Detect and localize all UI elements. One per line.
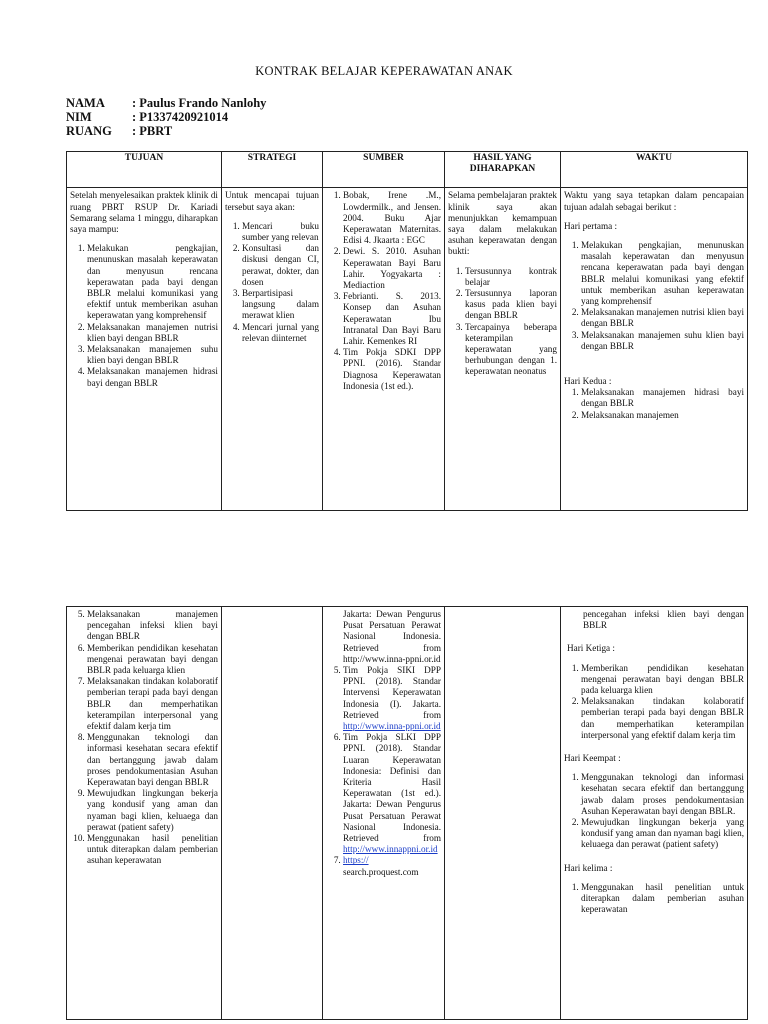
nama-label: NAMA [66,96,105,110]
list-item: 2. Dewi. S. 2010. Asuhan Keperawatan Bayi Baru Lahir. Yogyakarta : Mediaction [343,246,441,291]
list-item: 3. Berpartisipasi langsung dalam merawat klien [242,288,319,322]
list-item: 1. Memberikan pendidikan kesehatan mengenai perawatan bayi dengan BBLR pada keluarga klien [581,663,744,697]
learning-contract-table-page2 [66,606,748,1020]
header-waktu: WAKTU [561,152,748,188]
list-item: 3. Febrianti. S. 2013. Konsep dan Asuhan Keperawatan Ibu Intranatal Dan Bayi Baru Lahir. Kemenkes RI [343,291,441,347]
list-item: 3. Melaksanakan manajemen suhu klien bayi dengan BBLR [87,344,218,366]
ruang-label: RUANG [66,124,112,138]
header-hasil: HASIL YANG DIHARAPKAN [445,152,561,188]
list-item: 1. Menggunakan hasil penelitian untuk diterapkan dalam pemberian asuhan keperawatan [581,882,744,916]
sumber-cont: Jakarta: Dewan Pengurus Pusat Persatuan Perawat Nasional Indonesia. Retrieved from http://www.inna-ppni.or.id [343,609,441,664]
strategi-cell [222,607,323,1020]
header-strategi: STRATEGI [222,152,323,188]
hasil-list [448,266,557,378]
list-item: 2. Melaksanakan manajemen nutrisi klien bayi dengan BBLR [87,322,218,344]
list-item: 8. Menggunakan teknologi dan informasi kesehatan secara efektif dan bertanggung jawab dalam proses pendokumentasian Asuhan Keperawatan bayi dengan BBLR [87,732,218,788]
tujuan-list-cont [70,609,218,867]
table-header-row [67,152,748,188]
hari-kedua-label: Hari Kedua : [564,376,612,387]
sumber-cell [323,188,445,511]
hari-kelima-list [564,882,744,916]
sumber-7-link[interactable]: https:// [343,855,369,866]
hari-kelima-label: Hari kelima : [564,862,613,873]
header-tujuan: TUJUAN [67,152,222,188]
hari-kedua-list [564,387,744,421]
list-item: 3. Melaksanakan manajemen suhu klien bayi dengan BBLR [581,330,744,352]
learning-contract-table-page1 [66,151,748,511]
hari-keempat-list [564,772,744,850]
hari-pertama-list [564,240,744,352]
list-item: 1. Melakukan pengkajian, menunuskan masalah keperawatan dan menyusun rencana keperawatan pada bayi dengan BBLR melalui komunikasi yang efektif untuk memberikan asuhan keperawatan yang komprehensif [87,243,218,321]
sumber-list-cont [326,665,441,878]
document-title: KONTRAK BELAJAR KEPERAWATAN ANAK [255,64,513,78]
hari-pertama-label: Hari pertama : [564,220,618,231]
waktu-cell [561,607,748,1020]
tujuan-list [70,243,218,389]
list-item: 2. Melaksanakan tindakan kolaboratif pemberian terapi pada bayi dengan BBLR dan memperhatikan keterampilan interpersonal yang efektif dalam kerja tim [581,696,744,741]
list-item: 10. Menggunakan hasil penelitian untuk diterapkan dalam pemberian asuhan keperawatan [87,833,218,867]
nim-label: NIM [66,110,92,124]
list-item: 4. Tim Pokja SDKI DPP PPNI. (2016). Standar Diagnosa Keperawatan Indonesia (1st ed.). [343,347,441,392]
list-item: 1. Menggunakan teknologi dan informasi kesehatan secara efektif dan bertanggung jawab dalam proses pendokumentasian Asuhan Keperawatan bayi dengan BBLR. [581,772,744,817]
sumber-5-link[interactable]: http://www.inna-ppni.or.id [343,721,441,732]
sumber-6-text: Tim Pokja SLKI DPP PPNI. (2018). Standar Luaran Keperawatan Indonesia: Definisi dan Kriteria Hasil Keperawatan (1st ed.). Jakarta: Dewan Pengurus Pusat Persatuan Perawat Nasional Indonesia. Retrieved from [343,732,441,844]
sumber-5-text: Tim Pokja SIKI DPP PPNI. (2018). Standar Intervensi Keperawatan Indonesia (I). Jakarta. Retrieved from [343,665,441,720]
list-item: 2. Melaksanakan manajemen [581,410,744,421]
sumber-cell [323,607,445,1020]
strategi-intro: Untuk mencapai tujuan tersebut saya akan: [225,190,319,212]
list-item: 1. Mencari buku sumber yang relevan [242,221,319,243]
tujuan-cell [67,188,222,511]
hari-ketiga-label: Hari Ketiga : [567,643,615,654]
list-item: 4. Melaksanakan manajemen hidrasi bayi dengan BBLR [87,366,218,388]
nama-value: : Paulus Frando Nanlohy [132,96,267,110]
sumber-6-link[interactable]: http://www.innappni.or.id [343,844,438,855]
waktu-cell [561,188,748,511]
tujuan-intro: Setelah menyelesaikan praktek klinik di ruang PBRT RSUP Dr. Kariadi Semarang selama 1 minggu, diharapkan saya mampu: [70,190,218,235]
list-item: 4. Mencari jurnal yang relevan diinternet [242,322,319,344]
sumber-list [326,190,441,392]
hasil-cell [445,188,561,511]
nim-value: : P1337420921014 [132,110,229,124]
strategi-cell [222,188,323,511]
list-item [343,732,441,855]
table-row [67,188,748,511]
list-item: 5. Melaksanakan manajemen pencegahan infeksi klien bayi dengan BBLR [87,609,218,643]
list-item: 2. Melaksanakan manajemen nutrisi klien bayi dengan BBLR [581,307,744,329]
hasil-intro: Selama pembelajaran praktek klinik saya akan menunjukkan kemampuan saya dalam melakukan asuhan keperawatan dengan bukti: [448,190,557,257]
list-item: 1. Bobak, Irene .M., Lowdermilk., and Jensen. 2004. Buku Ajar Keperawatan Maternitas. Edisi 4. Jkaarta : EGC [343,190,441,246]
list-item: 2. Tersusunnya laporan kasus pada klien bayi dengan BBLR [465,288,557,322]
waktu-intro: Waktu yang saya tetapkan dalam pencapaian tujuan adalah sebagai berikut : [564,190,744,212]
hari-keempat-label: Hari Keempat : [564,753,621,764]
list-item [343,665,441,732]
hasil-cell [445,607,561,1020]
student-info [66,96,266,138]
table-row [67,607,748,1020]
header-sumber: SUMBER [323,152,445,188]
list-item: 9. Mewujudkan lingkungan bekerja yang kondusif yang aman dan nyaman bagi klien, keluaega dan perawat (patient safety) [87,788,218,833]
list-item: 6. Memberikan pendidikan kesehatan mengenai perawatan bayi dengan BBLR pada keluarga klien [87,643,218,677]
list-item: 7. Melaksanakan tindakan kolaboratif pemberian terapi pada bayi dengan BBLR dan memperhatikan keterampilan interpersonal yang efektif dalam kerja tim [87,676,218,732]
tujuan-cell [67,607,222,1020]
list-item: 1. Melaksanakan manajemen hidrasi bayi dengan BBLR [581,387,744,409]
strategi-list [225,221,319,344]
ruang-value: : PBRT [132,124,173,138]
list-item: 2. Konsultasi dan diskusi dengan CI, perawat, dokter, dan dosen [242,243,319,288]
list-item: 2. Mewujudkan lingkungan bekerja yang kondusif yang aman dan nyaman bagi klien, keluaega dan perawat (patient safety) [581,817,744,851]
hari-ketiga-list [564,663,744,741]
sumber-7-tail: search.proquest.com [343,866,419,877]
list-item [343,855,441,877]
list-item: 1. Melakukan pengkajian, menunuskan masalah keperawatan dan menyusun rencana keperawatan pada bayi dengan BBLR melalui komunikasi yang efektif untuk memberikan asuhan keperawatan yang komprehensif [581,240,744,307]
list-item: 3. Tercapainya beberapa keterampilan keperawatan yang berhubungan dengan 1. keperawatan neonatus [465,322,557,378]
list-item: 1. Tersusunnya kontrak belajar [465,266,557,288]
waktu-cont: pencegahan infeksi klien bayi dengan BBLR [583,609,744,631]
